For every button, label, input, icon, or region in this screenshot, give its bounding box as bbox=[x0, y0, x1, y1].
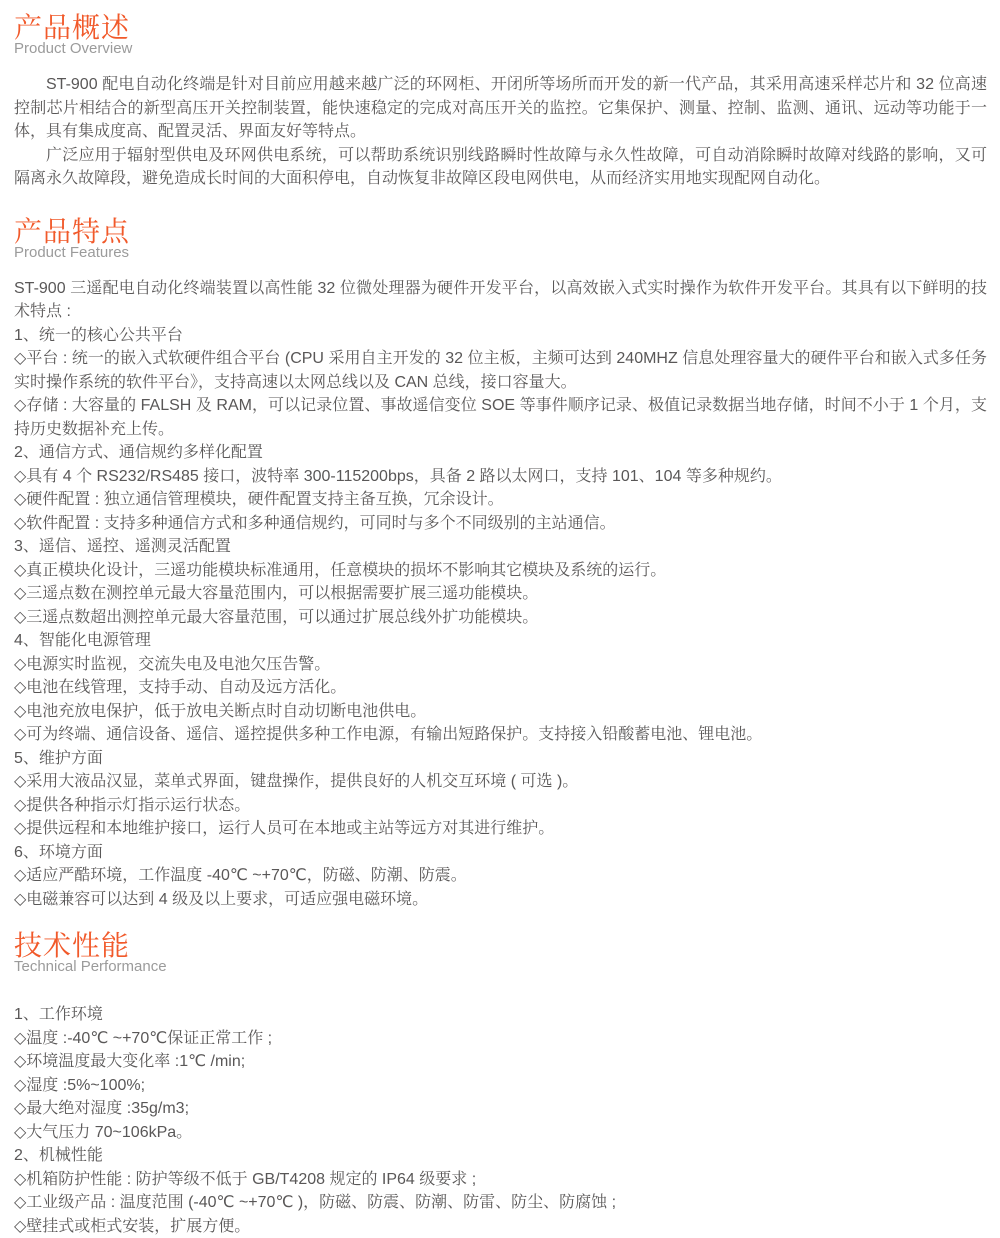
feature-line: 2、通信方式、通信规约多样化配置 bbox=[14, 441, 987, 465]
performance-line: 1、工作环境 bbox=[14, 1003, 987, 1027]
feature-line: ◇具有 4 个 RS232/RS485 接口，波特率 300-115200bps，具备 2 路以太网口，支持 101、104 等多种规约。 bbox=[14, 465, 987, 489]
features-list bbox=[14, 324, 987, 912]
performance-line: ◇湿度 :5%~100%; bbox=[14, 1074, 987, 1098]
feature-line: ◇电源实时监视，交流失电及电池欠压告警。 bbox=[14, 653, 987, 677]
feature-line: ◇电磁兼容可以达到 4 级及以上要求，可适应强电磁环境。 bbox=[14, 888, 987, 912]
performance-line: ◇工业级产品 : 温度范围 (-40℃ ~+70℃ )，防磁、防震、防潮、防雷、防尘、防腐蚀 ; bbox=[14, 1191, 987, 1215]
feature-line: ◇电池充放电保护，低于放电关断点时自动切断电池供电。 bbox=[14, 700, 987, 724]
feature-line: ◇提供远程和本地维护接口，运行人员可在本地或主站等远方对其进行维护。 bbox=[14, 817, 987, 841]
features-intro: ST-900 三遥配电自动化终端装置以高性能 32 位微处理器为硬件开发平台，以高效嵌入式实时操作为软件开发平台。其具有以下鲜明的技术特点 : bbox=[14, 277, 987, 324]
section-technical-performance bbox=[14, 931, 987, 1238]
feature-line: 1、统一的核心公共平台 bbox=[14, 324, 987, 348]
overview-body bbox=[14, 73, 987, 191]
feature-line: ◇采用大液品汉显，菜单式界面，键盘操作，提供良好的人机交互环境 ( 可选 )。 bbox=[14, 770, 987, 794]
overview-paragraph: 广泛应用于辐射型供电及环网供电系统，可以帮助系统识别线路瞬时性故障与永久性故障，可自动消除瞬时故障对线路的影响，又可隔离永久故障段，避免造成长时间的大面积停电，自动恢复非故障区段电网供电，从而经济实用地实现配网自动化。 bbox=[14, 144, 987, 191]
feature-line: ◇平台 : 统一的嵌入式软硬件组合平台 (CPU 采用自主开发的 32 位主板，主频可达到 240MHZ 信息处理容量大的硬件平台和嵌入式多任务实时操作系统的软件平台》，支持高速以太网总线以及 CAN 总线，接口容量大。 bbox=[14, 347, 987, 394]
performance-line: ◇壁挂式或柜式安装，扩展方便。 bbox=[14, 1215, 987, 1238]
performance-line: 2、机械性能 bbox=[14, 1144, 987, 1168]
feature-line: ◇电池在线管理，支持手动、自动及远方活化。 bbox=[14, 676, 987, 700]
features-title-en: Product Features bbox=[14, 244, 987, 261]
feature-line: 6、环境方面 bbox=[14, 841, 987, 865]
feature-line: ◇可为终端、通信设备、遥信、遥控提供多种工作电源，有输出短路保护。支持接入铅酸蓄电池、锂电池。 bbox=[14, 723, 987, 747]
performance-list bbox=[14, 1003, 987, 1238]
feature-line: 5、维护方面 bbox=[14, 747, 987, 771]
performance-line: ◇大气压力 70~106kPa。 bbox=[14, 1121, 987, 1145]
feature-line: ◇提供各种指示灯指示运行状态。 bbox=[14, 794, 987, 818]
feature-line: ◇硬件配置 : 独立通信管理模块，硬件配置支持主备互换，冗余设计。 bbox=[14, 488, 987, 512]
performance-title-cn: 技术性能 bbox=[14, 931, 987, 961]
section-product-overview bbox=[14, 13, 987, 191]
overview-title-en: Product Overview bbox=[14, 40, 987, 57]
features-body bbox=[14, 277, 987, 912]
features-title-cn: 产品特点 bbox=[14, 217, 987, 247]
overview-title-cn: 产品概述 bbox=[14, 13, 987, 43]
overview-paragraph: ST-900 配电自动化终端是针对目前应用越来越广泛的环网柜、开闭所等场所而开发的新一代产品，其采用高速采样芯片和 32 位高速控制芯片相结合的新型高压开关控制装置，能快速稳定的完成对高压开关的监控。它集保护、测量、控制、监测、通讯、远动等功能于一体，具有集成度高、配置灵活、界面友好等特点。 bbox=[14, 73, 987, 144]
feature-line: ◇三遥点数在测控单元最大容量范围内，可以根据需要扩展三遥功能模块。 bbox=[14, 582, 987, 606]
feature-line: ◇真正模块化设计，三遥功能模块标准通用，任意模块的损坏不影响其它模块及系统的运行。 bbox=[14, 559, 987, 583]
performance-title-en: Technical Performance bbox=[14, 958, 987, 975]
feature-line: 4、智能化电源管理 bbox=[14, 629, 987, 653]
feature-line: 3、遥信、遥控、遥测灵活配置 bbox=[14, 535, 987, 559]
feature-line: ◇存储 : 大容量的 FALSH 及 RAM，可以记录位置、事故遥信变位 SOE 等事件顺序记录、极值记录数据当地存储，时间不小于 1 个月，支持历史数据补充上传。 bbox=[14, 394, 987, 441]
performance-line: ◇最大绝对湿度 :35g/m3; bbox=[14, 1097, 987, 1121]
section-product-features bbox=[14, 217, 987, 912]
performance-line: ◇环境温度最大变化率 :1℃ /min; bbox=[14, 1050, 987, 1074]
performance-line: ◇机箱防护性能 : 防护等级不低于 GB/T4208 规定的 IP64 级要求 ; bbox=[14, 1168, 987, 1192]
feature-line: ◇软件配置 : 支持多种通信方式和多种通信规约，可同时与多个不同级别的主站通信。 bbox=[14, 512, 987, 536]
feature-line: ◇适应严酷环境，工作温度 -40℃ ~+70℃，防磁、防潮、防震。 bbox=[14, 864, 987, 888]
performance-line: ◇温度 :-40℃ ~+70℃保证正常工作 ; bbox=[14, 1027, 987, 1051]
feature-line: ◇三遥点数超出测控单元最大容量范围，可以通过扩展总线外扩功能模块。 bbox=[14, 606, 987, 630]
